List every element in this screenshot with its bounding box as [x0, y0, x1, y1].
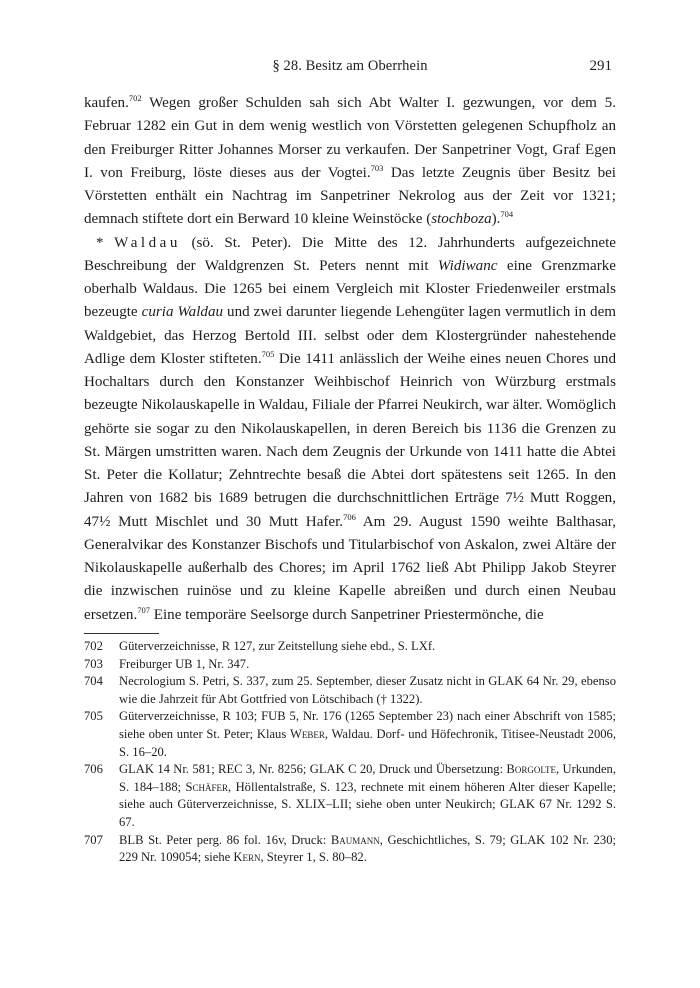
place-name: Waldau — [114, 234, 181, 251]
footnote-number: 707 — [84, 832, 103, 847]
text-run: und zwei darunter liegende Lehengüter lagen vermutlich in dem Waldgebiet, das Herzog Bertold III. selbst oder dem Klostergründer nahestehende Adlige dem Kloster stifteten. — [84, 304, 617, 367]
author-name: Borgolte — [506, 762, 556, 777]
text-run: GLAK 14 Nr. 581; REC 3, Nr. 8256; GLAK C 20, Druck und Übersetzung: — [119, 762, 507, 777]
footnote-number: 706 — [84, 762, 103, 777]
footnote-reference: 704 — [500, 209, 514, 220]
page-number: 291 — [589, 58, 612, 74]
body-text — [84, 92, 616, 627]
footnote-text — [119, 761, 616, 831]
footnote-reference: 703 — [370, 162, 384, 173]
paragraph — [84, 92, 616, 232]
footnote-text — [119, 656, 616, 674]
text-run: , Waldau. Dorf- und Höfechronik, Titisee-Neustadt 2006, S. 16–20. — [119, 726, 616, 759]
text-run: Wegen großer Schulden sah sich Abt Walter I. gezwungen, vor dem 5. Februar 1282 ein Gut in dem wenig westlich von Vörstetten gelegenen Schupfholz an den Freiburger Ritter Johannes Morser zu verkaufen. Der Sanpetriner Vogt, Graf Egen I. von Freiburg, löste dieses aus der Vogtei. — [84, 95, 616, 181]
text-run: Eine temporäre Seelsorge durch Sanpetriner Priestermönche, die — [149, 606, 544, 623]
text-run: Die 1411 anlässlich der Weihe eines neuen Chores und Hochaltars durch den Konstanzer Weihbischof Heinrich von Würzburg erstmals bezeugte Nikolauskapelle in Waldau, Filiale der Pfarrei Neukirch, war älter. Womöglich gehörte sie sogar zu den Nikolauskapellen, in deren Bereich bis 1136 die Grenzen zu St. Märgen umstritten waren. Nach dem Zeugnis der Urkunde von 1411 hatte die Abtei St. Peter die Kollatur; Zehntrechte besaß die Abtei dort spätestens seit 1265. In den Jahren von 1682 bis 1689 betrugen die durchschnittlichen Erträge 7½ Mutt Roggen, 47½ Mutt Mischlet und 30 Mutt Hafer. — [84, 350, 616, 530]
text-run: eine Grenzmarke oberhalb Waldaus. Die 1265 bei einem Vergleich mit Kloster Friedenweiler erstmals bezeugte — [84, 257, 616, 321]
footnote — [84, 656, 616, 674]
text-run: (sö. St. Peter). Die Mitte des 12. Jahrhunderts aufgezeichnete Beschreibung der Waldgrenzen St. Peters nennt mit — [84, 234, 616, 274]
text-run: Am 29. August 1590 weihte Balthasar, Generalvikar des Konstanzer Bischofs und Titularbischof von Askalon, zwei Altäre der Nikolauskapelle außerhalb des Chores; im April 1762 ließ Abt Philipp Jakob Steyrer die inzwischen ruinöse und zu kleine Kapelle abreißen und durch einen Neubau ersetzen. — [84, 513, 616, 623]
text-run: kaufen. — [84, 95, 129, 111]
footnote — [84, 638, 616, 656]
footnote — [84, 673, 616, 708]
footnote — [84, 832, 616, 867]
footnote-text — [119, 673, 616, 708]
text-run: ). — [491, 211, 501, 228]
footnote-text — [119, 708, 616, 761]
footnote-text — [119, 832, 616, 867]
author-name: Baumann — [330, 832, 380, 847]
footnote-number: 703 — [84, 656, 103, 671]
italic-term: curia Waldau — [141, 304, 224, 321]
text-run: , Urkunden, S. 184–188; — [119, 762, 616, 794]
text-run: Necrologium S. Petri, S. 337, zum 25. September, dieser Zusatz nicht in GLAK 64 Nr. 29, ebenso wie die Jahrzeit für Abt Gottfried von Lötschibach († 1322). — [119, 674, 616, 706]
italic-term: Widiwanc — [437, 257, 498, 274]
footnote — [84, 708, 616, 761]
text-run: Das letzte Zeugnis über Besitz bei Vörstetten enthält ein Nachtrag im Sanpetriner Nekrolog aus der Zeit vor 1321; demnach stiftete dort ein Berward 10 kleine Weinstöcke ( — [84, 164, 617, 228]
text-run: , Höllentalstraße, S. 123, rechnete mit einem höheren Alter dieser Kapelle; siehe auch Güterverzeichnisse, S. XLIX–LII; siehe oben unter Neukirch; GLAK 67 Nr. 1292 S. 67. — [119, 779, 617, 829]
author-name: Weber — [289, 726, 325, 741]
footnote-reference: 705 — [261, 348, 275, 359]
footnote-rule — [84, 633, 159, 634]
footnote-reference: 706 — [343, 511, 356, 522]
text-run: , Geschichtliches, S. 79; GLAK 102 Nr. 230; 229 Nr. 109054; siehe — [119, 832, 617, 865]
page-header — [84, 58, 616, 82]
text-run: Freiburger UB 1, Nr. 347. — [119, 656, 250, 671]
footnote-reference: 702 — [128, 93, 142, 103]
footnote-number: 705 — [84, 709, 103, 724]
footnote-reference: 707 — [137, 604, 150, 615]
text-run: Güterverzeichnisse, R 127, zur Zeitstellung siehe ebd., S. LXf. — [119, 639, 436, 653]
italic-term: stochboza — [431, 211, 492, 228]
running-head: § 28. Besitz am Oberrhein — [272, 58, 428, 74]
footnotes — [84, 638, 616, 867]
author-name: Schäfer — [185, 779, 229, 794]
text-run: * — [96, 234, 115, 251]
text-run: Güterverzeichnisse, R 103; FUB 5, Nr. 176 (1265 September 23) nach einer Abschrift von 1585; siehe oben unter St. Peter; Klaus — [119, 709, 616, 741]
footnote-text — [119, 638, 616, 656]
author-name: Kern — [233, 850, 261, 865]
paragraph — [84, 232, 616, 627]
footnote-number: 704 — [84, 674, 103, 689]
text-run: BLB St. Peter perg. 86 fol. 16v, Druck: — [119, 832, 331, 847]
footnote — [84, 761, 616, 831]
footnote-number: 702 — [84, 639, 103, 653]
text-run: , Steyrer 1, S. 80–82. — [260, 850, 367, 865]
